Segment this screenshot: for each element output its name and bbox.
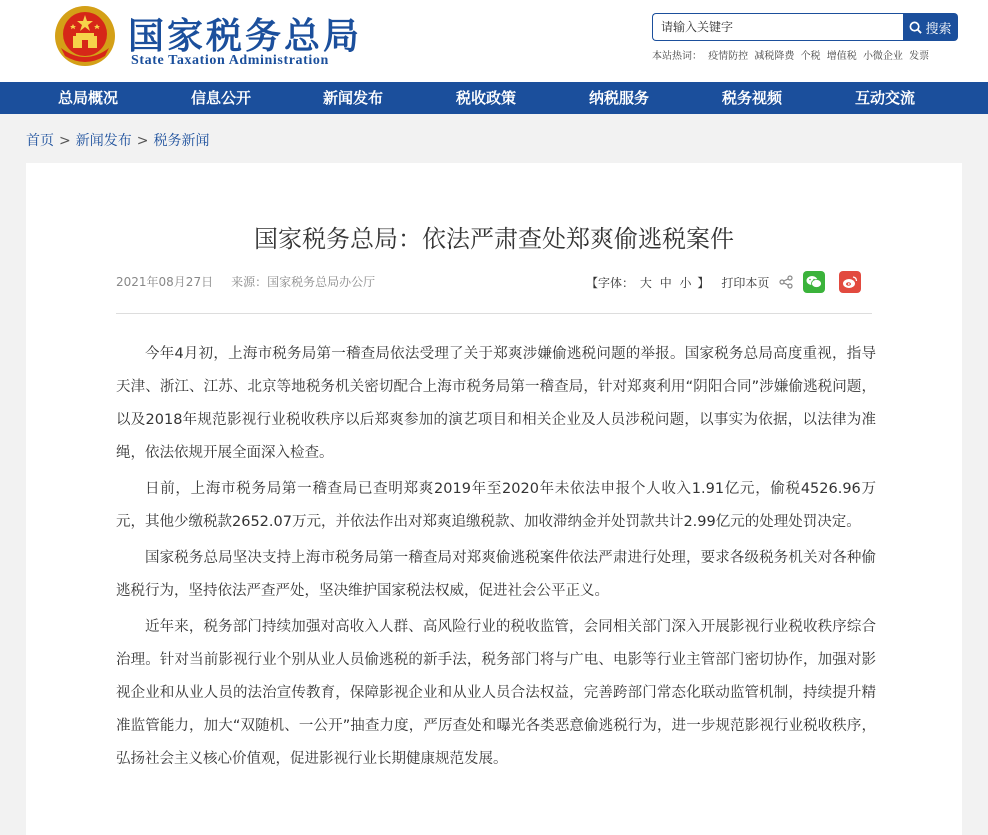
font-size-control xyxy=(586,274,709,291)
breadcrumb-separator: > xyxy=(59,133,71,149)
font-size-large[interactable]: 大 xyxy=(639,275,652,290)
share-icon[interactable] xyxy=(779,275,793,289)
hot-word-link[interactable]: 发票 xyxy=(909,51,930,62)
breadcrumb-separator: > xyxy=(136,133,149,149)
search-button-label: 搜索 xyxy=(925,21,952,37)
hot-word-link[interactable]: 小微企业 xyxy=(862,51,903,62)
weibo-icon[interactable] xyxy=(839,271,861,293)
article-date: 2021年08月27日 xyxy=(116,275,214,289)
site-subtitle: State Taxation Administration xyxy=(131,53,329,68)
national-emblem-icon xyxy=(53,4,117,68)
nav-item-overview[interactable]: 总局概况 xyxy=(58,89,119,107)
nav-item-info-public[interactable]: 信息公开 xyxy=(191,89,252,107)
article-tools xyxy=(586,270,875,294)
article-source: 来源：国家税务总局办公厅 xyxy=(231,275,376,289)
font-size-close: 】 xyxy=(697,275,710,290)
main-nav xyxy=(0,82,988,114)
article-paragraph: 今年4月初，上海市税务局第一稽查局依法受理了关于郑爽涉嫌偷逃税问题的举报。国家税务总局高度重视，指导天津、浙江、江苏、北京等地税务机关密切配合上海市税务局第一稽查局，针对郑爽利用“阴阳合同”涉嫌偷逃税问题，以及2018年规范影视行业税收秩序以后郑爽参加的演艺项目和相关企业及人员涉税问题，以事实为依据，以法律为准绳，依法依规开展全面深入检查。 xyxy=(116,346,876,461)
article-body xyxy=(116,338,876,779)
article-paragraph: 日前，上海市税务局第一稽查局已查明郑爽2019年至2020年未依法申报个人收入1.91亿元，偷税4526.96万元，其他少缴税款2652.07万元，并依法作出对郑爽追缴税款、加收滞纳金并处罚款共计2.99亿元的处理处罚决定。 xyxy=(116,481,876,530)
breadcrumb-tax-news[interactable]: 税务新闻 xyxy=(153,133,210,149)
font-size-label: 【字体： xyxy=(586,275,635,290)
nav-item-taxpayer-service[interactable]: 纳税服务 xyxy=(589,89,650,107)
hot-words xyxy=(652,47,932,62)
nav-item-tax-policy[interactable]: 税收政策 xyxy=(456,89,517,107)
print-page-link[interactable]: 打印本页 xyxy=(721,275,770,290)
article-paragraph: 近年来，税务部门持续加强对高收入人群、高风险行业的税收监管，会同相关部门深入开展影视行业税收秩序综合治理。针对当前影视行业个别从业人员偷逃税的新手法，税务部门将与广电、电影等行业主管部门密切协作，加强对影视企业和从业人员的法治宣传教育，保障影视企业和从业人员合法权益，完善跨部门常态化联动监管机制，持续提升精准监管能力，加大“双随机、一公开”抽查力度，严厉查处和曝光各类恶意偷逃税行为，进一步规范影视行业税收秩序，弘扬社会主义核心价值观，促进影视行业长期健康规范发展。 xyxy=(116,619,876,767)
nav-item-interaction[interactable]: 互动交流 xyxy=(855,89,916,107)
breadcrumb-news[interactable]: 新闻发布 xyxy=(75,133,132,149)
article-paragraph: 国家税务总局坚决支持上海市税务局第一稽查局对郑爽偷逃税案件依法严肃进行处理，要求各级税务机关对各种偷逃税行为，坚持依法严查严处，坚决维护国家税法权威，促进社会公平正义。 xyxy=(116,550,876,599)
article-panel xyxy=(26,163,962,835)
search-icon xyxy=(909,21,922,34)
wechat-icon[interactable] xyxy=(803,271,825,293)
search-button[interactable] xyxy=(903,13,958,41)
site-title[interactable]: 国家税务总局 xyxy=(128,16,363,57)
meta-divider xyxy=(116,313,872,314)
breadcrumb xyxy=(26,130,209,150)
hot-word-link[interactable]: 增值税 xyxy=(826,51,857,62)
font-size-small[interactable]: 小 xyxy=(679,275,692,290)
article-title: 国家税务总局：依法严肃查处郑爽偷逃税案件 xyxy=(254,225,734,253)
search-box xyxy=(652,13,958,41)
hot-words-label: 本站热词： xyxy=(652,51,702,62)
hot-word-link[interactable]: 个税 xyxy=(800,51,821,62)
site-header xyxy=(0,0,988,82)
nav-item-news[interactable]: 新闻发布 xyxy=(323,89,384,107)
search-input[interactable] xyxy=(652,13,904,41)
nav-item-tax-video[interactable]: 税务视频 xyxy=(722,89,783,107)
hot-word-link[interactable]: 减税降费 xyxy=(754,51,795,62)
hot-word-link[interactable]: 疫情防控 xyxy=(708,51,749,62)
article-meta xyxy=(116,273,375,290)
breadcrumb-home[interactable]: 首页 xyxy=(26,133,54,149)
font-size-medium[interactable]: 中 xyxy=(659,275,672,290)
